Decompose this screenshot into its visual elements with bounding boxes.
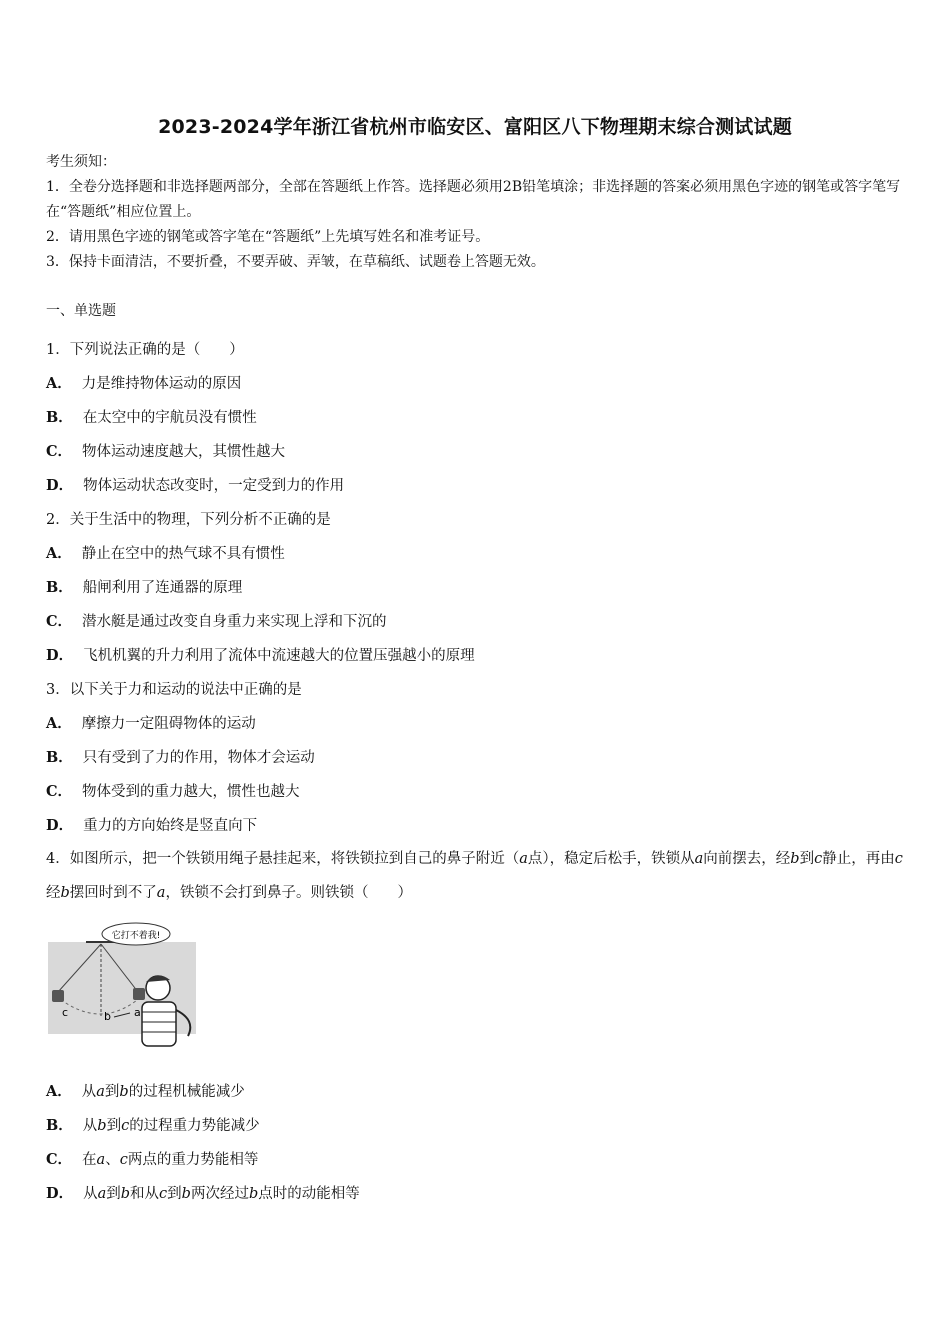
- option-text: 到: [106, 1186, 121, 1202]
- stem-var: c: [814, 851, 823, 867]
- option-text: 到: [167, 1186, 182, 1202]
- lock-icon: [133, 988, 145, 1000]
- option-var: b: [181, 1186, 191, 1202]
- option-text: 在太空中的宇航员没有惯性: [82, 410, 257, 426]
- option-var: a: [96, 1084, 105, 1100]
- question-2-option-d[interactable]: [46, 644, 475, 665]
- stem-text: 到: [799, 851, 815, 867]
- question-2-stem: 2．关于生活中的物理，下列分析不正确的是: [46, 512, 331, 528]
- question-1-option-d[interactable]: [46, 474, 344, 495]
- option-key: D．: [46, 1185, 74, 1202]
- stem-text: 点），稳定后松手，铁锁从: [527, 851, 695, 867]
- option-key: D．: [46, 477, 74, 494]
- option-var: a: [96, 1152, 106, 1168]
- question-3-option-d[interactable]: [46, 814, 257, 835]
- option-key: C．: [46, 1151, 73, 1168]
- stem-var: b: [60, 885, 70, 901]
- option-text: 静止在空中的热气球不具有惯性: [81, 546, 285, 562]
- option-var: c: [159, 1186, 168, 1202]
- question-4-option-b[interactable]: [46, 1114, 260, 1135]
- option-var: b: [120, 1186, 131, 1202]
- question-1-stem: 1．下列说法正确的是（ ）: [46, 342, 244, 358]
- option-text: 摩擦力一定阻碍物体的运动: [81, 716, 256, 732]
- question-3-option-c[interactable]: [46, 780, 300, 801]
- option-text: 物体受到的重力越大，惯性也越大: [82, 784, 300, 800]
- option-key: A．: [46, 545, 72, 562]
- option-var: b: [248, 1186, 259, 1202]
- option-key: C．: [46, 783, 73, 800]
- option-key: C．: [46, 613, 73, 630]
- option-text: 到: [104, 1084, 120, 1100]
- option-key: B．: [46, 1117, 73, 1134]
- stem-var: c: [894, 851, 903, 867]
- question-4-stem: [46, 842, 906, 910]
- question-1-option-a[interactable]: [46, 372, 241, 393]
- option-text: 物体运动状态改变时，一定受到力的作用: [83, 478, 345, 494]
- notice-item-1: 1．全卷分选择题和非选择题两部分，全部在答题纸上作答。选择题必须用2B铅笔填涂；非选择题的答案必须用黑色字迹的钢笔或答字笔写在“答题纸”相应位置上。: [46, 179, 901, 220]
- stem-var: a: [156, 885, 166, 901]
- lock-icon: [52, 990, 64, 1002]
- question-1-option-b[interactable]: [46, 406, 257, 427]
- question-3-option-b[interactable]: [46, 746, 315, 767]
- question-4-option-c[interactable]: [46, 1148, 258, 1169]
- stem-text: 向前摆去，经: [703, 851, 791, 867]
- option-text: 在: [82, 1152, 97, 1168]
- option-var: c: [119, 1152, 128, 1168]
- option-text: 从: [81, 1084, 97, 1100]
- option-key: B．: [46, 579, 73, 596]
- question-2-option-b[interactable]: [46, 576, 242, 597]
- option-key: B．: [46, 409, 73, 426]
- option-key: C．: [46, 443, 73, 460]
- option-text: 重力的方向始终是竖直向下: [83, 818, 258, 834]
- section-heading: 一、单选题: [46, 303, 116, 319]
- option-var: b: [119, 1084, 129, 1100]
- page-title: 2023-2024学年浙江省杭州市临安区、富阳区八下物理期末综合测试试题: [158, 116, 792, 138]
- question-2-option-a[interactable]: [46, 542, 285, 563]
- option-text: 物体运动速度越大，其惯性越大: [82, 444, 286, 460]
- stem-text: 摆回时到不了: [69, 885, 157, 901]
- question-3-stem: 3．以下关于力和运动的说法中正确的是: [46, 682, 302, 698]
- option-key: A．: [46, 1083, 72, 1100]
- stem-text: 经: [46, 885, 61, 901]
- option-text: 飞机机翼的升力利用了流体中流速越大的位置压强越小的原理: [83, 648, 475, 664]
- option-text: 从: [82, 1118, 98, 1134]
- option-var: c: [121, 1118, 130, 1134]
- label-c: c: [62, 1006, 69, 1019]
- option-text: 和从: [130, 1186, 160, 1202]
- option-text: 力是维持物体运动的原因: [81, 376, 242, 392]
- question-1-option-c[interactable]: [46, 440, 285, 461]
- question-3-option-a[interactable]: [46, 712, 256, 733]
- option-text: 的过程机械能减少: [128, 1084, 245, 1100]
- option-text: 只有受到了力的作用，物体才会运动: [82, 750, 315, 766]
- option-var: a: [97, 1186, 107, 1202]
- notice-item-3: 3．保持卡面清洁，不要折叠，不要弄破、弄皱，在草稿纸、试题卷上答题无效。: [46, 254, 545, 270]
- question-4-option-a[interactable]: [46, 1080, 245, 1101]
- speech-bubble-text: 它打不着我!: [111, 931, 161, 941]
- boy-shirt: [142, 1002, 176, 1046]
- stem-var: a: [694, 851, 704, 867]
- stem-var: b: [790, 851, 800, 867]
- option-key: A．: [46, 715, 72, 732]
- notice-item-2: 2．请用黑色字迹的钢笔或答字笔在“答题纸”上先填写姓名和准考证号。: [46, 229, 490, 245]
- stem-text: 静止，再由: [822, 851, 895, 867]
- question-2-option-c[interactable]: [46, 610, 387, 631]
- label-a: a: [134, 1006, 141, 1019]
- stem-var: a: [519, 851, 528, 867]
- option-key: B．: [46, 749, 73, 766]
- option-text: 两次经过: [190, 1186, 249, 1202]
- option-text: 的过程重力势能减少: [129, 1118, 260, 1134]
- option-text: 从: [83, 1186, 98, 1202]
- notice-heading: 考生须知：: [46, 154, 116, 170]
- stem-text: ，铁锁不会打到鼻子。则铁锁（ ）: [165, 885, 412, 901]
- label-b: b: [104, 1010, 111, 1023]
- option-text: 潜水艇是通过改变自身重力来实现上浮和下沉的: [82, 614, 387, 630]
- option-text: 到: [106, 1118, 122, 1134]
- stem-text: 4．如图所示，把一个铁锁用绳子悬挂起来，将铁锁拉到自己的鼻子附近（: [46, 851, 520, 867]
- option-text: 、: [105, 1152, 120, 1168]
- option-key: D．: [46, 647, 74, 664]
- option-text: 两点的重力势能相等: [127, 1152, 259, 1168]
- option-var: b: [97, 1118, 107, 1134]
- pendulum-figure: [46, 920, 206, 1056]
- option-key: D．: [46, 817, 74, 834]
- option-key: A．: [46, 375, 72, 392]
- question-4-option-d[interactable]: [46, 1182, 360, 1203]
- option-text: 点时的动能相等: [258, 1186, 360, 1202]
- option-text: 船闸利用了连通器的原理: [82, 580, 243, 596]
- pendulum-illustration: [46, 920, 206, 1056]
